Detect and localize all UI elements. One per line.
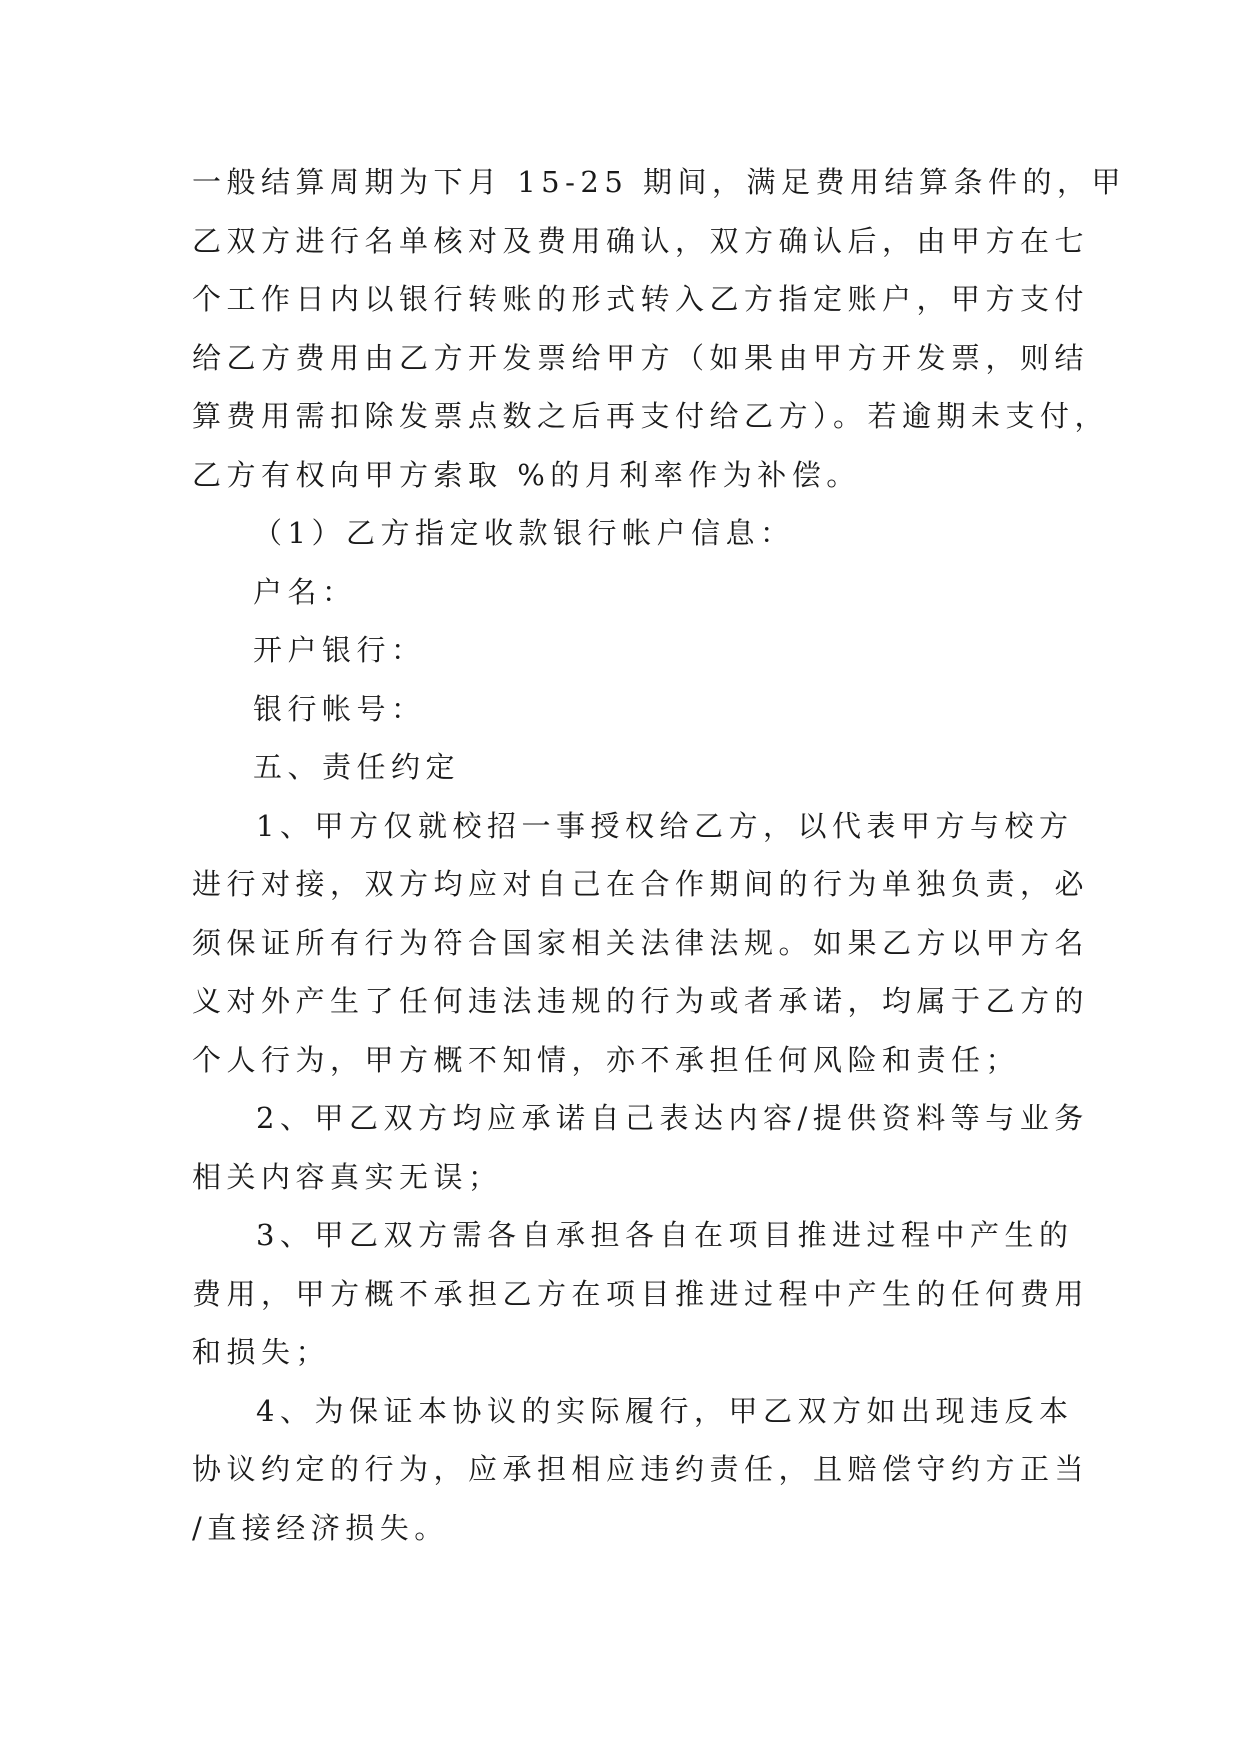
clause-3-line: 费用，甲方概不承担乙方在项目推进过程中产生的任何费用 bbox=[192, 1276, 1090, 1311]
clause-2-line: 相关内容真实无误； bbox=[192, 1159, 503, 1194]
paragraph-line: 算费用需扣除发票点数之后再支付给乙方）。若逾期未支付， bbox=[192, 399, 1110, 433]
clause-1-line: 义对外产生了任何违法违规的行为或者承诺，均属于乙方的 bbox=[192, 984, 1090, 1018]
account-name-label: 户名： bbox=[253, 574, 357, 609]
paragraph-line: 一般结算周期为下月 15-25 期间，满足费用结算条件的，甲 bbox=[192, 165, 1127, 199]
clause-4-line: /直接经济损失。 bbox=[192, 1510, 449, 1545]
clause-3-line: 和损失； bbox=[192, 1335, 331, 1369]
clause-4-line: 4、为保证本协议的实际履行，甲乙双方如出现违反本 bbox=[256, 1393, 1074, 1428]
paragraph-line: 乙方有权向甲方索取 %的月利率作为补偿。 bbox=[192, 457, 861, 492]
bank-name-label: 开户银行： bbox=[253, 633, 426, 667]
paragraph-line: 个工作日内以银行转账的形式转入乙方指定账户，甲方支付 bbox=[192, 282, 1090, 316]
clause-4-line: 协议约定的行为，应承担相应违约责任，且赔偿守约方正当 bbox=[192, 1452, 1090, 1486]
clause-1-line: 须保证所有行为符合国家相关法律法规。如果乙方以甲方名 bbox=[192, 925, 1090, 960]
section-heading: 五、责任约定 bbox=[253, 750, 461, 784]
clause-1-line: 进行对接，双方均应对自己在合作期间的行为单独负责，必 bbox=[192, 867, 1090, 901]
paragraph-line: 给乙方费用由乙方开发票给甲方（如果由甲方开发票，则结 bbox=[192, 340, 1090, 375]
paragraph-line: 乙双方进行名单核对及费用确认，双方确认后，由甲方在七 bbox=[192, 223, 1090, 258]
document-body bbox=[192, 153, 1127, 1557]
account-info-heading: （1）乙方指定收款银行帐户信息： bbox=[253, 516, 795, 550]
clause-1-line: 1、甲方仅就校招一事授权给乙方，以代表甲方与校方 bbox=[256, 808, 1074, 843]
clause-2-line: 2、甲乙双方均应承诺自己表达内容/提供资料等与业务 bbox=[256, 1101, 1089, 1135]
clause-1-line: 个人行为，甲方概不知情，亦不承担任何风险和责任； bbox=[192, 1042, 1021, 1077]
clause-3-line: 3、甲乙双方需各自承担各自在项目推进过程中产生的 bbox=[256, 1218, 1074, 1252]
account-number-label: 银行帐号： bbox=[253, 691, 426, 726]
